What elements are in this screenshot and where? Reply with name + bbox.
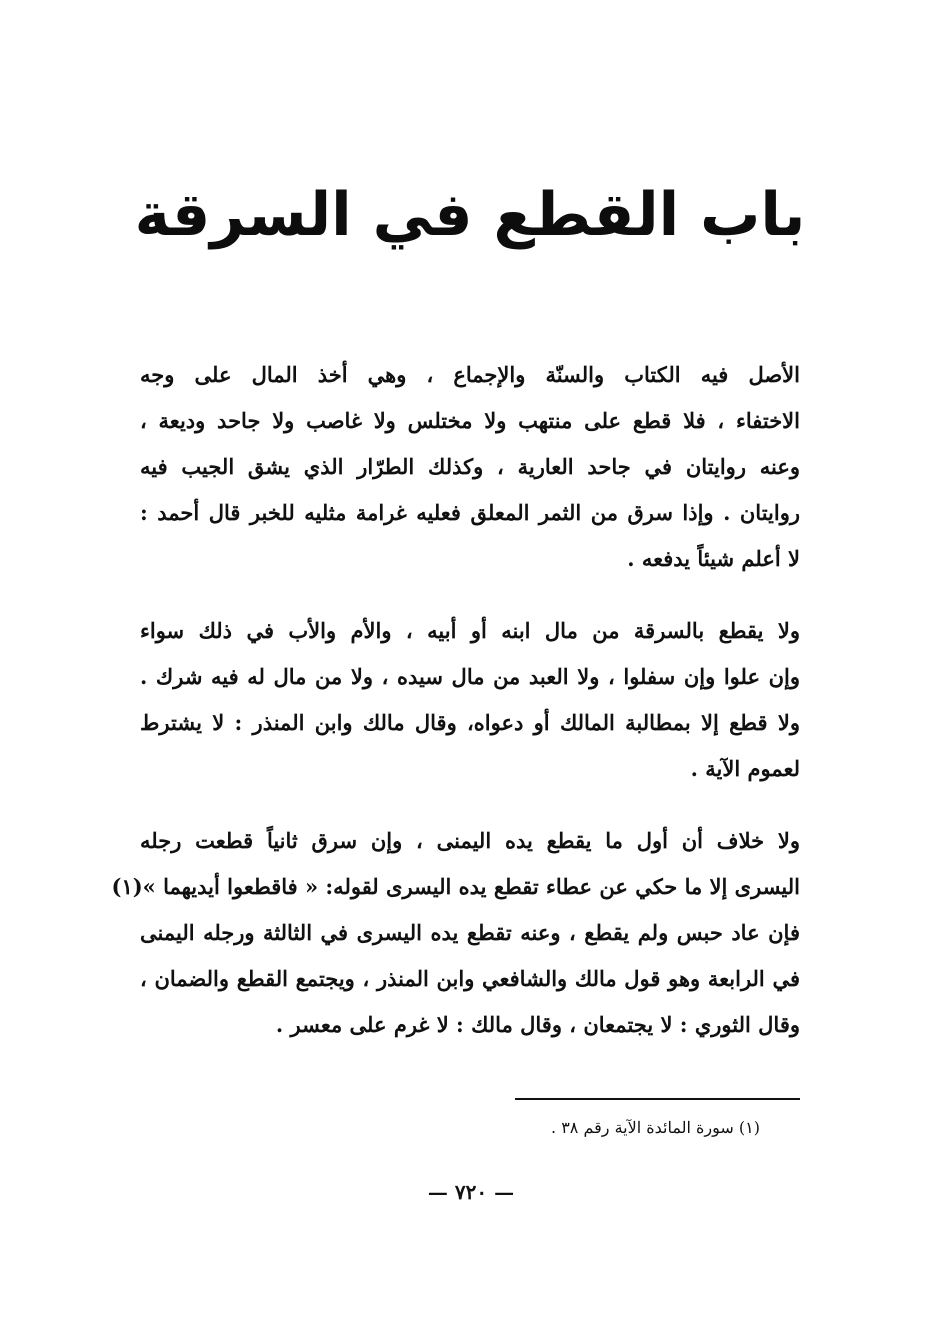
- paragraph-3: [111, 818, 800, 1048]
- text-line: الأصل فيه الكتاب والسنّة والإجماع ، وهي أخذ المال على وجه: [140, 362, 800, 387]
- chapter-title-text: باب القطع في السرقة: [134, 180, 806, 250]
- text-line: وعنه روايتان في جاحد العارية ، وكذلك الطرّار الذي يشق الجيب فيه: [140, 454, 800, 479]
- text-line: لا أعلم شيئاً يدفعه .: [627, 546, 800, 571]
- text-line: ولا يقطع بالسرقة من مال ابنه أو أبيه ، والأم والأب في ذلك سواء: [140, 618, 800, 643]
- body-text: [111, 352, 800, 1074]
- text-line: ولا خلاف أن أول ما يقطع يده اليمنى ، وإن سرق ثانياً قطعت رجله: [140, 828, 800, 853]
- text-line: وقال الثوري : لا يجتمعان ، وقال مالك : لا غرم على معسر .: [275, 1012, 800, 1037]
- paragraph-2: [140, 608, 800, 792]
- footnote-divider: [515, 1098, 800, 1100]
- text-line: لعموم الآية .: [690, 756, 800, 781]
- text-line: في الرابعة وهو قول مالك والشافعي وابن المنذر ، ويجتمع القطع والضمان ،: [140, 966, 800, 991]
- page-number: — ٧٢٠ —: [427, 1180, 515, 1204]
- paragraph-1: [140, 352, 800, 582]
- text-line: الاختفاء ، فلا قطع على منتهب ولا مختلس ولا غاصب ولا جاحد وديعة ،: [140, 408, 800, 433]
- chapter-title: [134, 130, 806, 300]
- text-line: فإن عاد حبس ولم يقطع ، وعنه تقطع يده اليسرى في الثالثة ورجله اليمنى: [140, 920, 800, 945]
- text-line: ولا قطع إلا بمطالبة المالك أو دعواه، وقال مالك وابن المنذر : لا يشترط: [140, 710, 800, 735]
- text-line: روايتان . وإذا سرق من الثمر المعلق فعليه غرامة مثليه للخبر قال أحمد :: [140, 500, 800, 525]
- footnote: (١) سورة المائدة الآية رقم ٣٨ .: [551, 1118, 760, 1137]
- text-line: وإن علوا وإن سفلوا ، ولا العبد من مال سيده ، ولا من مال له فيه شرك .: [140, 664, 800, 689]
- text-line: اليسرى إلا ما حكي عن عطاء تقطع يده اليسرى لقوله: « فاقطعوا أيديهما »(١): [111, 874, 800, 899]
